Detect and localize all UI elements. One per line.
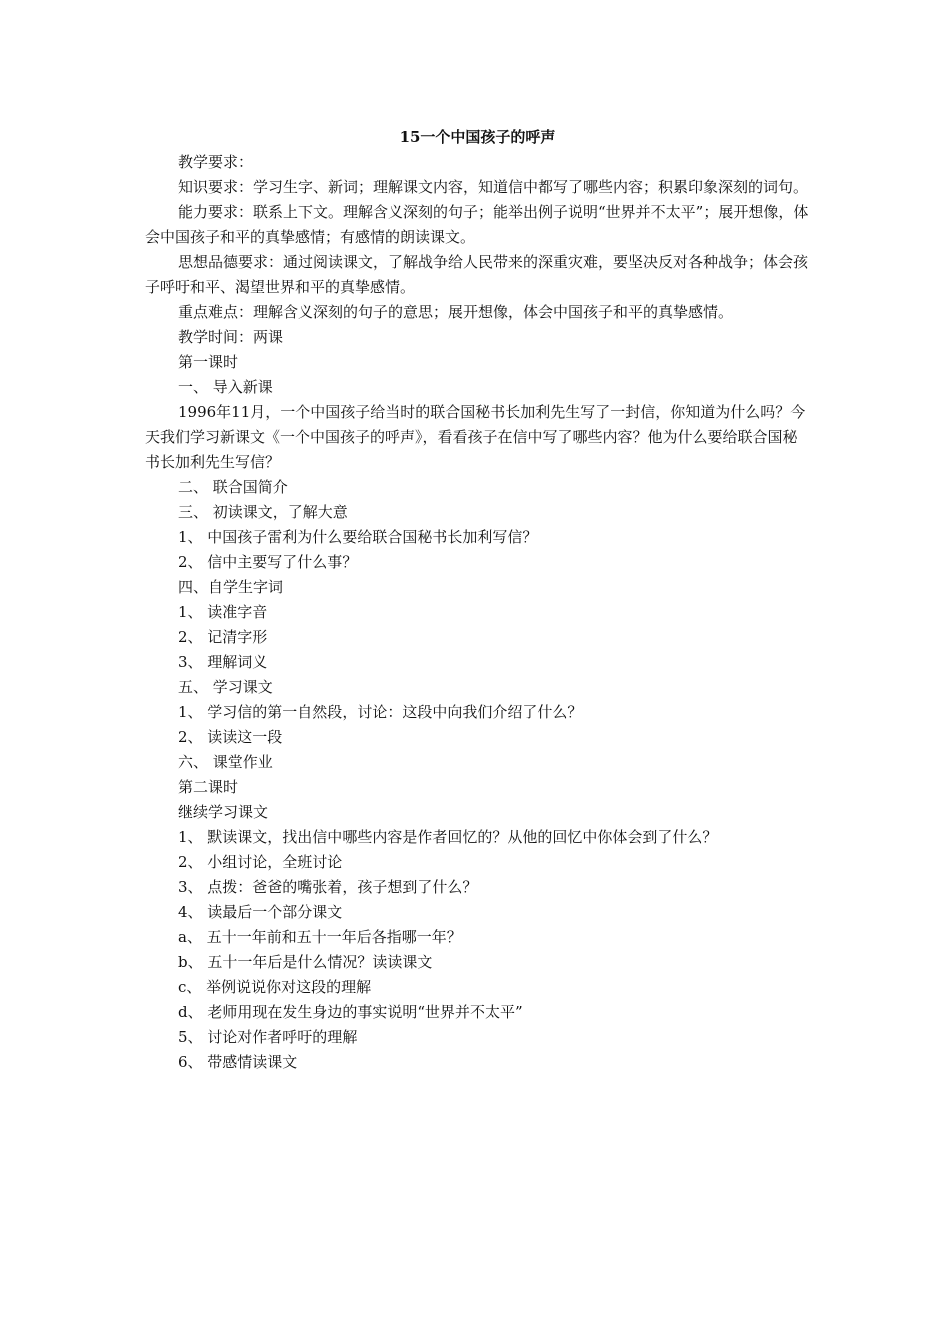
paragraph: 能力要求：联系上下文。理解含义深刻的句子；能举出例子说明“世界并不太平”；展开想像，体会中国孩子和平的真挚感情；有感情的朗读课文。 <box>145 203 809 246</box>
paragraph: 1、 中国孩子雷利为什么要给联合国秘书长加利写信？ <box>178 528 538 546</box>
paragraph: d、 老师用现在发生身边的事实说明“世界并不太平” <box>178 1003 523 1021</box>
paragraph: c、 举例说说你对这段的理解 <box>178 978 372 996</box>
paragraph: 6、 带感情读课文 <box>178 1053 298 1071</box>
paragraph: 教学时间：两课 <box>178 328 284 346</box>
paragraph: 教学要求： <box>178 153 254 171</box>
paragraph: 三、 初读课文，了解大意 <box>178 503 348 521</box>
paragraph: 四、自学生字词 <box>178 578 284 596</box>
paragraph: 第二课时 <box>178 778 239 796</box>
paragraph: 3、 理解词义 <box>178 653 268 671</box>
paragraph: 1、 读准字音 <box>178 603 268 621</box>
paragraph: 2、 信中主要写了什么事？ <box>178 553 358 571</box>
paragraph: 六、 课堂作业 <box>178 753 273 771</box>
document-title: 15一个中国孩子的呼声 <box>399 128 556 146</box>
document-page <box>145 124 810 1075</box>
paragraph: 思想品德要求：通过阅读课文，了解战争给人民带来的深重灾难，要坚决反对各种战争；体会孩子呼吁和平、渴望世界和平的真挚感情。 <box>145 253 809 296</box>
paragraph: 5、 讨论对作者呼吁的理解 <box>178 1028 358 1046</box>
paragraph: 五、 学习课文 <box>178 678 273 696</box>
paragraph: 1、 学习信的第一自然段，讨论：这段中向我们介绍了什么？ <box>178 703 583 721</box>
paragraph: 知识要求：学习生字、新词；理解课文内容，知道信中都写了哪些内容；积累印象深刻的词句。 <box>178 178 809 196</box>
paragraph: 第一课时 <box>178 353 239 371</box>
paragraph: 二、 联合国简介 <box>178 478 288 496</box>
paragraph: 2、 记清字形 <box>178 628 268 646</box>
paragraph: 3、 点拨：爸爸的嘴张着，孩子想到了什么？ <box>178 878 478 896</box>
paragraph: b、 五十一年后是什么情况？读读课文 <box>178 953 433 971</box>
paragraph: 2、 读读这一段 <box>178 728 283 746</box>
paragraph: 重点难点：理解含义深刻的句子的意思；展开想像，体会中国孩子和平的真挚感情。 <box>178 303 734 321</box>
paragraph: 4、 读最后一个部分课文 <box>178 903 343 921</box>
paragraph: 一、 导入新课 <box>178 378 273 396</box>
paragraph: 继续学习课文 <box>178 803 269 821</box>
paragraph: a、 五十一年前和五十一年后各指哪一年？ <box>178 928 462 946</box>
paragraph: 1、 默读课文，找出信中哪些内容是作者回忆的？从他的回忆中你体会到了什么？ <box>178 828 718 846</box>
paragraph: 2、 小组讨论，全班讨论 <box>178 853 343 871</box>
paragraph: 1996年11月，一个中国孩子给当时的联合国秘书长加利先生写了一封信，你知道为什么吗？今天我们学习新课文《一个中国孩子的呼声》，看看孩子在信中写了哪些内容？他为什么要给联合国秘书长加利先生写信？ <box>145 403 806 471</box>
